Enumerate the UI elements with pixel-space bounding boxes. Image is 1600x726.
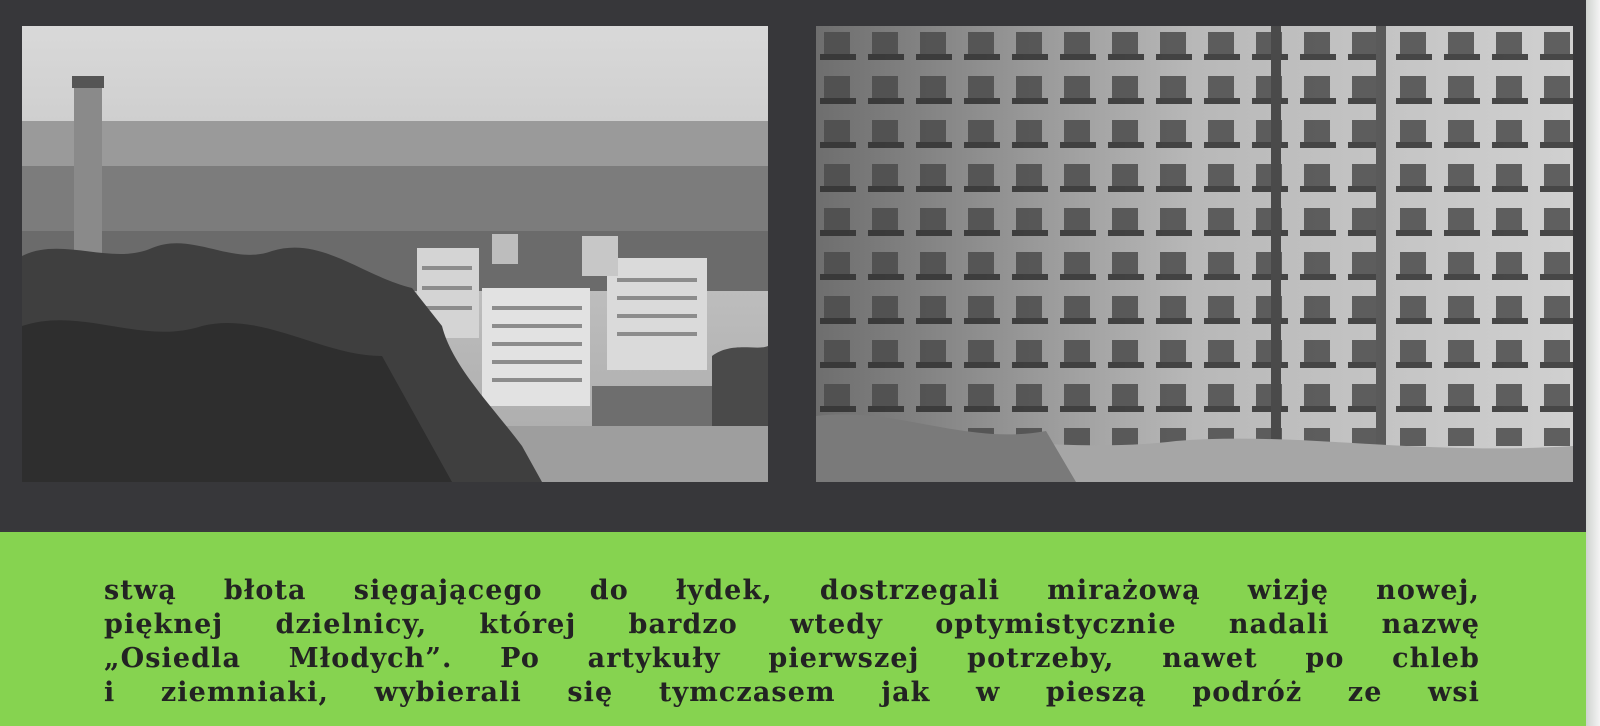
city-panorama-photo [22, 26, 768, 482]
article-line: i ziemniaki, wybierali się tymczasem jak w pieszą podróż ze wsi [104, 677, 1480, 708]
article-line: pięknej dzielnicy, której bardzo wtedy optymistycznie nadali nazwę [104, 609, 1480, 640]
article-text [104, 574, 1480, 710]
article-line: „Osiedla Młodych”. Po artykuły pierwszej potrzeby, nawet po chleb [104, 643, 1480, 674]
apartment-block-photo [816, 26, 1573, 482]
article-line: stwą błota sięgającego do łydek, dostrzegali mirażową wizję nowej, [104, 575, 1480, 606]
page-edge [1586, 0, 1600, 726]
